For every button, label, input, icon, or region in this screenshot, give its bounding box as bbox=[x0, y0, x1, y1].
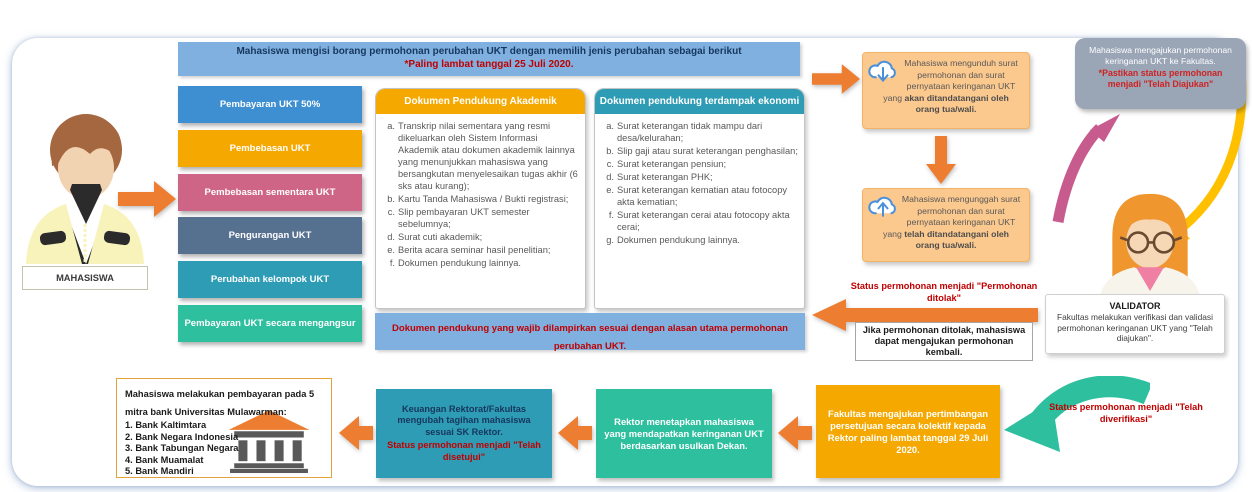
arrow-banner-to-download-icon bbox=[812, 59, 860, 99]
doc-item-marker: d. bbox=[387, 232, 395, 242]
doc-item-text: Transkrip nilai sementara yang resmi dikeluarkan oleh Sistem Informasi Akademik atau dokumen akademik lainnya yang menunjukkan mahasiswa yang bersangkutan menyelesaikan tugas akhir (6 sks atau kurang); bbox=[398, 121, 578, 191]
economic-docs-title-text: Dokumen pendukung terdampak ekonomi bbox=[599, 96, 800, 107]
doc-item-marker: a. bbox=[387, 121, 395, 131]
doc-item bbox=[382, 120, 580, 192]
doc-item bbox=[382, 193, 580, 205]
doc-item-marker: f. bbox=[389, 258, 395, 268]
download-step-bold-text: akan ditandatangani oleh orang tua/wali. bbox=[904, 92, 1009, 114]
option-label: Pembayaran UKT secara mengangsur bbox=[184, 317, 356, 329]
doc-item-text: Surat keterangan tidak mampu dari desa/kelurahan; bbox=[617, 121, 763, 143]
academic-docs-card bbox=[375, 88, 586, 309]
doc-item bbox=[601, 171, 799, 183]
doc-item-text: Dokumen pendukung lainnya. bbox=[398, 258, 522, 268]
bank-list-item: 4. Bank Muamalat bbox=[125, 454, 204, 465]
download-step-text: Mahasiswa mengunduh surat permohonan dan surat pernyataan keringanan UKT yang bbox=[883, 58, 1018, 103]
validator-body-text: Fakultas melakukan verifikasi dan validasi permohonan keringanan UKT yang "Telah diajukan". bbox=[1057, 312, 1213, 343]
doc-item bbox=[382, 206, 580, 230]
doc-item bbox=[601, 234, 799, 246]
upload-step-card bbox=[862, 188, 1030, 262]
faculty-body-text: Fakultas mengajukan pertimbangan persetujuan secara kolektif kepada Rektor paling lambat tanggal 29 Juli 2020. bbox=[827, 407, 989, 455]
doc-item-text: Surat keterangan pensiun; bbox=[617, 159, 727, 169]
validator-card bbox=[1045, 294, 1225, 354]
ukt-option-pembayaran-50 bbox=[178, 86, 362, 123]
economic-docs-card bbox=[594, 88, 805, 309]
doc-item-text: Slip pembayaran UKT semester sebelumnya; bbox=[398, 207, 530, 229]
ukt-option-pengurangan bbox=[178, 217, 362, 254]
academic-docs-title-text: Dokumen Pendukung Akademik bbox=[404, 96, 557, 107]
academic-docs-list bbox=[376, 114, 585, 274]
download-step-card bbox=[862, 52, 1030, 129]
ukt-option-list bbox=[178, 86, 362, 342]
resubmit-note-card bbox=[855, 322, 1033, 361]
doc-item bbox=[601, 184, 799, 208]
submission-bubble-status-text: *Pastikan status permohonan menjadi "Telah Diajukan" bbox=[1098, 68, 1223, 89]
bank-list-item: 2. Bank Negara Indonesia bbox=[125, 431, 239, 442]
bank-list-item: 5. Bank Mandiri bbox=[125, 466, 194, 476]
doc-item bbox=[382, 244, 580, 256]
bank-list-item: 3. Bank Tabungan Negara bbox=[125, 443, 239, 453]
economic-docs-title bbox=[595, 89, 804, 114]
banner-line1: Mahasiswa mengisi borang permohonan perubahan UKT dengan memilih jenis perubahan sebagai berikut bbox=[236, 46, 742, 57]
option-label: Pengurangan UKT bbox=[228, 230, 312, 242]
doc-item-marker: d. bbox=[606, 172, 614, 182]
faculty-step-card bbox=[816, 385, 1000, 478]
doc-item-text: Dokumen pendukung lainnya. bbox=[617, 235, 741, 245]
doc-item-text: Kartu Tanda Mahasiswa / Bukti registrasi; bbox=[398, 194, 569, 204]
required-docs-note bbox=[375, 313, 805, 350]
upload-step-text: Mahasiswa mengunggah surat permohonan dan surat pernyataan keringanan UKT yang bbox=[882, 194, 1021, 239]
ukt-option-pembebasan bbox=[178, 130, 362, 167]
arrow-rector-to-finance-icon bbox=[556, 414, 592, 452]
doc-item bbox=[601, 120, 799, 144]
finance-body-text: Keuangan Rektorat/Fakultas mengubah tagihan mahasiswa sesuai SK Rektor. bbox=[397, 403, 531, 437]
upload-step-bold-text: telah ditandatangani oleh orang tua/wali. bbox=[904, 228, 1009, 250]
resubmit-note-text: Jika permohonan ditolak, mahasiswa dapat mengajukan permohonan kembali. bbox=[862, 325, 1026, 357]
validator-title: VALIDATOR bbox=[1109, 301, 1161, 311]
doc-item bbox=[601, 145, 799, 157]
cloud-upload-icon bbox=[867, 193, 899, 220]
doc-item-marker: c. bbox=[606, 159, 614, 169]
student-label bbox=[22, 266, 148, 290]
arrow-faculty-to-rector-icon bbox=[776, 414, 812, 452]
arrow-finance-to-bank-icon bbox=[337, 414, 373, 452]
doc-item bbox=[382, 231, 580, 243]
doc-item-marker: e. bbox=[387, 245, 395, 255]
academic-docs-title bbox=[376, 89, 585, 114]
verified-status-label: Status permohonan menjadi "Telah diverifikasi" bbox=[1049, 402, 1203, 424]
doc-item-text: Surat keterangan PHK; bbox=[617, 172, 713, 182]
doc-item-marker: b. bbox=[387, 194, 395, 204]
arrow-student-to-options-icon bbox=[118, 179, 176, 219]
option-label: Pembayaran UKT 50% bbox=[219, 99, 321, 110]
doc-item-text: Slip gaji atau surat keterangan penghasilan; bbox=[617, 146, 798, 156]
finance-status-text: Status permohonan menjadi "Telah disetujui" bbox=[387, 440, 541, 462]
doc-item-marker: b. bbox=[606, 146, 614, 156]
finance-step-card bbox=[376, 389, 552, 478]
doc-item-marker: f. bbox=[608, 210, 614, 220]
doc-item-marker: g. bbox=[606, 235, 614, 245]
process-start-banner bbox=[178, 42, 800, 76]
rejected-status-label: Status permohonan menjadi "Permohonan ditolak" bbox=[850, 281, 1038, 303]
doc-item bbox=[382, 257, 580, 269]
doc-item-text: Berita acara seminar hasil penelitian; bbox=[398, 245, 551, 255]
option-label: Pembebasan UKT bbox=[229, 142, 311, 154]
arrow-download-to-upload-icon bbox=[925, 136, 957, 184]
doc-item-marker: e. bbox=[606, 185, 614, 195]
required-docs-note-text: Dokumen pendukung yang wajib dilampirkan sesuai dengan alasan utama permohonan perubahan UKT. bbox=[392, 323, 788, 352]
student-label-text: MAHASISWA bbox=[56, 273, 114, 283]
rector-body-text: Rektor menetapkan mahasiswa yang mendapatkan keringanan UKT berdasarkan usulkan Dekan. bbox=[604, 415, 764, 451]
doc-item-text: Surat keterangan kematian atau fotocopy akta kematian; bbox=[617, 185, 788, 207]
bank-card-intro: Mahasiswa melakukan pembayaran pada 5 mitra bank Universitas Mulawarman: bbox=[125, 389, 315, 417]
rector-step-card bbox=[596, 389, 772, 478]
doc-item-marker: a. bbox=[606, 121, 614, 131]
banner-deadline: *Paling lambat tanggal 25 Juli 2020. bbox=[404, 59, 574, 70]
doc-item-text: Surat cuti akademik; bbox=[398, 232, 483, 242]
cloud-download-icon bbox=[867, 57, 899, 84]
ukt-option-pembebasan-sementara bbox=[178, 174, 362, 211]
economic-docs-list bbox=[595, 114, 804, 251]
ukt-option-perubahan-kelompok bbox=[178, 261, 362, 298]
option-label: Perubahan kelompok UKT bbox=[210, 274, 330, 286]
submission-bubble-text: Mahasiswa mengajukan permohonan keringanan UKT ke Fakultas. bbox=[1089, 45, 1232, 66]
verified-status-text bbox=[1030, 402, 1222, 425]
bank-payment-card bbox=[116, 378, 332, 478]
validator-avatar bbox=[1090, 180, 1210, 294]
rejected-status-text bbox=[848, 281, 1040, 304]
doc-item bbox=[601, 158, 799, 170]
doc-item-marker: c. bbox=[387, 207, 395, 217]
option-label: Pembebasan sementara UKT bbox=[204, 186, 336, 198]
doc-item-text: Surat keterangan cerai atau fotocopy akta cerai; bbox=[617, 210, 790, 232]
submission-note-bubble bbox=[1075, 38, 1246, 109]
bank-list-item: 1. Bank Kaltimtara bbox=[125, 420, 207, 430]
doc-item bbox=[601, 209, 799, 233]
ukt-option-mengangsur bbox=[178, 305, 362, 342]
